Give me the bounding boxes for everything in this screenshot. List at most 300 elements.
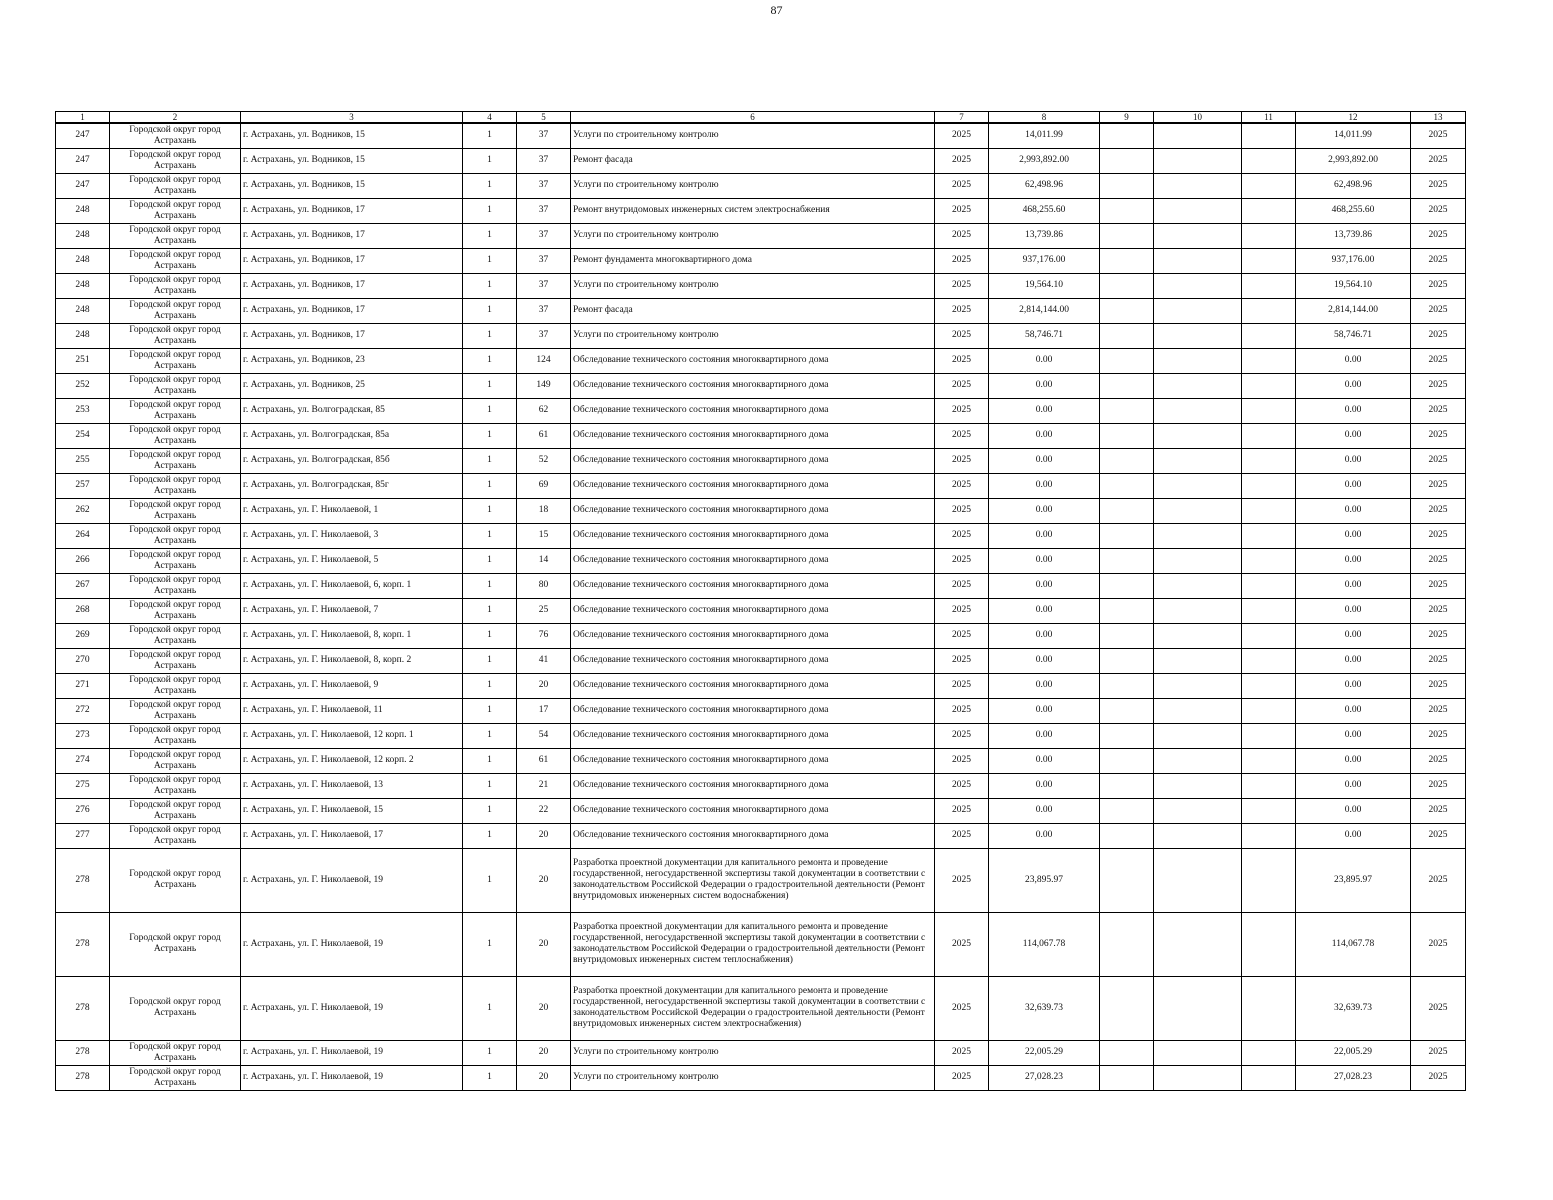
row-number-cell: 248 xyxy=(56,298,110,323)
address-cell: г. Астрахань, ул. Г. Николаевой, 13 xyxy=(241,773,463,798)
year-cell: 2025 xyxy=(935,148,989,173)
cost-cell: 0.00 xyxy=(989,623,1100,648)
column-11-cell xyxy=(1242,223,1296,248)
cost-cell: 0.00 xyxy=(989,798,1100,823)
column-9-cell xyxy=(1100,748,1154,773)
cost-cell: 0.00 xyxy=(989,748,1100,773)
table-row xyxy=(56,598,1466,623)
column-10-cell xyxy=(1154,598,1242,623)
column-12-cell: 0.00 xyxy=(1296,773,1411,798)
table-row xyxy=(56,373,1466,398)
column-13-cell: 2025 xyxy=(1411,448,1466,473)
column-12-cell: 0.00 xyxy=(1296,673,1411,698)
table-row xyxy=(56,798,1466,823)
year-cell: 2025 xyxy=(935,473,989,498)
column-10-cell xyxy=(1154,323,1242,348)
column-12-cell: 0.00 xyxy=(1296,573,1411,598)
row-number-cell: 274 xyxy=(56,748,110,773)
column-4-cell: 1 xyxy=(463,698,517,723)
cost-cell: 0.00 xyxy=(989,398,1100,423)
table-row xyxy=(56,773,1466,798)
work-type-cell: Обследование технического состояния многоквартирного дома xyxy=(571,748,935,773)
table-row xyxy=(56,473,1466,498)
year-cell: 2025 xyxy=(935,123,989,148)
address-cell: г. Астрахань, ул. Водников, 15 xyxy=(241,173,463,198)
row-number-cell: 269 xyxy=(56,623,110,648)
municipality-cell: Городской округ город Астрахань xyxy=(110,448,241,473)
column-number-row xyxy=(56,112,1466,124)
table-row xyxy=(56,298,1466,323)
column-header: 2 xyxy=(110,112,241,124)
column-10-cell xyxy=(1154,823,1242,848)
row-number-cell: 277 xyxy=(56,823,110,848)
column-5-cell: 20 xyxy=(517,1065,571,1090)
work-type-cell: Услуги по строительному контролю xyxy=(571,173,935,198)
column-12-cell: 32,639.73 xyxy=(1296,976,1411,1040)
row-number-cell: 278 xyxy=(56,912,110,976)
column-11-cell xyxy=(1242,373,1296,398)
column-header: 9 xyxy=(1100,112,1154,124)
address-cell: г. Астрахань, ул. Г. Николаевой, 8, корп. 1 xyxy=(241,623,463,648)
column-header: 13 xyxy=(1411,112,1466,124)
column-5-cell: 20 xyxy=(517,823,571,848)
column-9-cell xyxy=(1100,698,1154,723)
column-11-cell xyxy=(1242,473,1296,498)
address-cell: г. Астрахань, ул. Волгоградская, 85б xyxy=(241,448,463,473)
year-cell: 2025 xyxy=(935,773,989,798)
column-12-cell: 114,067.78 xyxy=(1296,912,1411,976)
cost-cell: 13,739.86 xyxy=(989,223,1100,248)
year-cell: 2025 xyxy=(935,912,989,976)
row-number-cell: 247 xyxy=(56,123,110,148)
table-row xyxy=(56,748,1466,773)
column-11-cell xyxy=(1242,348,1296,373)
column-9-cell xyxy=(1100,273,1154,298)
row-number-cell: 278 xyxy=(56,1040,110,1065)
column-5-cell: 14 xyxy=(517,548,571,573)
column-5-cell: 52 xyxy=(517,448,571,473)
municipality-cell: Городской округ город Астрахань xyxy=(110,373,241,398)
year-cell: 2025 xyxy=(935,448,989,473)
column-10-cell xyxy=(1154,273,1242,298)
year-cell: 2025 xyxy=(935,423,989,448)
column-11-cell xyxy=(1242,598,1296,623)
table-row xyxy=(56,348,1466,373)
work-type-cell: Обследование технического состояния многоквартирного дома xyxy=(571,448,935,473)
column-10-cell xyxy=(1154,748,1242,773)
address-cell: г. Астрахань, ул. Водников, 25 xyxy=(241,373,463,398)
table-row xyxy=(56,912,1466,976)
column-5-cell: 61 xyxy=(517,423,571,448)
column-4-cell: 1 xyxy=(463,448,517,473)
work-type-cell: Обследование технического состояния многоквартирного дома xyxy=(571,348,935,373)
year-cell: 2025 xyxy=(935,648,989,673)
column-11-cell xyxy=(1242,1040,1296,1065)
municipality-cell: Городской округ город Астрахань xyxy=(110,1065,241,1090)
column-13-cell: 2025 xyxy=(1411,623,1466,648)
column-11-cell xyxy=(1242,573,1296,598)
column-13-cell: 2025 xyxy=(1411,773,1466,798)
work-type-cell: Обследование технического состояния многоквартирного дома xyxy=(571,423,935,448)
address-cell: г. Астрахань, ул. Водников, 17 xyxy=(241,298,463,323)
work-type-cell: Обследование технического состояния многоквартирного дома xyxy=(571,573,935,598)
column-5-cell: 25 xyxy=(517,598,571,623)
cost-cell: 0.00 xyxy=(989,598,1100,623)
cost-cell: 58,746.71 xyxy=(989,323,1100,348)
column-4-cell: 1 xyxy=(463,273,517,298)
cost-cell: 0.00 xyxy=(989,348,1100,373)
municipality-cell: Городской округ город Астрахань xyxy=(110,273,241,298)
column-12-cell: 0.00 xyxy=(1296,723,1411,748)
column-4-cell: 1 xyxy=(463,473,517,498)
column-header: 10 xyxy=(1154,112,1242,124)
column-10-cell xyxy=(1154,673,1242,698)
cost-cell: 0.00 xyxy=(989,448,1100,473)
address-cell: г. Астрахань, ул. Г. Николаевой, 1 xyxy=(241,498,463,523)
cost-cell: 114,067.78 xyxy=(989,912,1100,976)
row-number-cell: 278 xyxy=(56,848,110,912)
year-cell: 2025 xyxy=(935,1065,989,1090)
column-13-cell: 2025 xyxy=(1411,298,1466,323)
column-12-cell: 2,814,144.00 xyxy=(1296,298,1411,323)
column-12-cell: 2,993,892.00 xyxy=(1296,148,1411,173)
column-13-cell: 2025 xyxy=(1411,548,1466,573)
repair-register-table xyxy=(55,111,1466,1091)
column-5-cell: 18 xyxy=(517,498,571,523)
year-cell: 2025 xyxy=(935,398,989,423)
column-11-cell xyxy=(1242,423,1296,448)
column-4-cell: 1 xyxy=(463,976,517,1040)
column-11-cell xyxy=(1242,623,1296,648)
year-cell: 2025 xyxy=(935,248,989,273)
table-row xyxy=(56,648,1466,673)
column-9-cell xyxy=(1100,173,1154,198)
work-type-cell: Обследование технического состояния многоквартирного дома xyxy=(571,548,935,573)
column-9-cell xyxy=(1100,498,1154,523)
column-9-cell xyxy=(1100,1040,1154,1065)
cost-cell: 0.00 xyxy=(989,823,1100,848)
column-header: 7 xyxy=(935,112,989,124)
municipality-cell: Городской округ город Астрахань xyxy=(110,912,241,976)
column-4-cell: 1 xyxy=(463,348,517,373)
row-number-cell: 255 xyxy=(56,448,110,473)
column-13-cell: 2025 xyxy=(1411,323,1466,348)
column-12-cell: 0.00 xyxy=(1296,823,1411,848)
municipality-cell: Городской округ город Астрахань xyxy=(110,298,241,323)
column-10-cell xyxy=(1154,648,1242,673)
cost-cell: 0.00 xyxy=(989,498,1100,523)
column-10-cell xyxy=(1154,912,1242,976)
municipality-cell: Городской округ город Астрахань xyxy=(110,248,241,273)
municipality-cell: Городской округ город Астрахань xyxy=(110,423,241,448)
work-type-cell: Услуги по строительному контролю xyxy=(571,273,935,298)
column-9-cell xyxy=(1100,148,1154,173)
address-cell: г. Астрахань, ул. Г. Николаевой, 19 xyxy=(241,912,463,976)
column-10-cell xyxy=(1154,1065,1242,1090)
column-10-cell xyxy=(1154,698,1242,723)
work-type-cell: Обследование технического состояния многоквартирного дома xyxy=(571,373,935,398)
cost-cell: 2,993,892.00 xyxy=(989,148,1100,173)
column-11-cell xyxy=(1242,1065,1296,1090)
column-11-cell xyxy=(1242,723,1296,748)
column-13-cell: 2025 xyxy=(1411,173,1466,198)
column-5-cell: 20 xyxy=(517,1040,571,1065)
table-row xyxy=(56,723,1466,748)
column-9-cell xyxy=(1100,976,1154,1040)
column-13-cell: 2025 xyxy=(1411,248,1466,273)
year-cell: 2025 xyxy=(935,673,989,698)
column-header: 12 xyxy=(1296,112,1411,124)
column-11-cell xyxy=(1242,248,1296,273)
municipality-cell: Городской округ город Астрахань xyxy=(110,323,241,348)
column-11-cell xyxy=(1242,523,1296,548)
work-type-cell: Обследование технического состояния многоквартирного дома xyxy=(571,673,935,698)
column-4-cell: 1 xyxy=(463,148,517,173)
column-9-cell xyxy=(1100,348,1154,373)
row-number-cell: 251 xyxy=(56,348,110,373)
column-13-cell: 2025 xyxy=(1411,673,1466,698)
column-13-cell: 2025 xyxy=(1411,223,1466,248)
address-cell: г. Астрахань, ул. Водников, 23 xyxy=(241,348,463,373)
municipality-cell: Городской округ город Астрахань xyxy=(110,598,241,623)
work-type-cell: Обследование технического состояния многоквартирного дома xyxy=(571,723,935,748)
municipality-cell: Городской округ город Астрахань xyxy=(110,573,241,598)
column-5-cell: 124 xyxy=(517,348,571,373)
work-type-cell: Услуги по строительному контролю xyxy=(571,223,935,248)
column-11-cell xyxy=(1242,848,1296,912)
column-4-cell: 1 xyxy=(463,248,517,273)
address-cell: г. Астрахань, ул. Г. Николаевой, 19 xyxy=(241,848,463,912)
cost-cell: 0.00 xyxy=(989,673,1100,698)
municipality-cell: Городской округ город Астрахань xyxy=(110,223,241,248)
column-9-cell xyxy=(1100,123,1154,148)
year-cell: 2025 xyxy=(935,173,989,198)
column-4-cell: 1 xyxy=(463,773,517,798)
table-row xyxy=(56,1065,1466,1090)
column-13-cell: 2025 xyxy=(1411,523,1466,548)
cost-cell: 19,564.10 xyxy=(989,273,1100,298)
column-10-cell xyxy=(1154,848,1242,912)
column-9-cell xyxy=(1100,773,1154,798)
column-12-cell: 0.00 xyxy=(1296,798,1411,823)
address-cell: г. Астрахань, ул. Г. Николаевой, 7 xyxy=(241,598,463,623)
address-cell: г. Астрахань, ул. Водников, 17 xyxy=(241,273,463,298)
municipality-cell: Городской округ город Астрахань xyxy=(110,673,241,698)
year-cell: 2025 xyxy=(935,523,989,548)
column-9-cell xyxy=(1100,223,1154,248)
municipality-cell: Городской округ город Астрахань xyxy=(110,848,241,912)
column-5-cell: 54 xyxy=(517,723,571,748)
row-number-cell: 253 xyxy=(56,398,110,423)
column-13-cell: 2025 xyxy=(1411,473,1466,498)
column-12-cell: 0.00 xyxy=(1296,698,1411,723)
column-5-cell: 37 xyxy=(517,123,571,148)
work-type-cell: Услуги по строительному контролю xyxy=(571,123,935,148)
column-9-cell xyxy=(1100,723,1154,748)
column-9-cell xyxy=(1100,198,1154,223)
column-5-cell: 20 xyxy=(517,848,571,912)
column-10-cell xyxy=(1154,723,1242,748)
cost-cell: 0.00 xyxy=(989,473,1100,498)
column-5-cell: 17 xyxy=(517,698,571,723)
column-4-cell: 1 xyxy=(463,1065,517,1090)
work-type-cell: Обследование технического состояния многоквартирного дома xyxy=(571,648,935,673)
column-5-cell: 37 xyxy=(517,223,571,248)
column-12-cell: 0.00 xyxy=(1296,548,1411,573)
column-12-cell: 0.00 xyxy=(1296,373,1411,398)
column-13-cell: 2025 xyxy=(1411,823,1466,848)
column-11-cell xyxy=(1242,748,1296,773)
column-13-cell: 2025 xyxy=(1411,723,1466,748)
table-row xyxy=(56,198,1466,223)
column-header: 11 xyxy=(1242,112,1296,124)
column-13-cell: 2025 xyxy=(1411,798,1466,823)
cost-cell: 0.00 xyxy=(989,373,1100,398)
cost-cell: 0.00 xyxy=(989,698,1100,723)
column-4-cell: 1 xyxy=(463,298,517,323)
row-number-cell: 248 xyxy=(56,273,110,298)
address-cell: г. Астрахань, ул. Водников, 17 xyxy=(241,223,463,248)
column-12-cell: 23,895.97 xyxy=(1296,848,1411,912)
year-cell: 2025 xyxy=(935,598,989,623)
municipality-cell: Городской округ город Астрахань xyxy=(110,623,241,648)
row-number-cell: 248 xyxy=(56,323,110,348)
cost-cell: 0.00 xyxy=(989,723,1100,748)
row-number-cell: 268 xyxy=(56,598,110,623)
column-4-cell: 1 xyxy=(463,173,517,198)
column-13-cell: 2025 xyxy=(1411,848,1466,912)
work-type-cell: Ремонт фасада xyxy=(571,298,935,323)
column-12-cell: 62,498.96 xyxy=(1296,173,1411,198)
column-13-cell: 2025 xyxy=(1411,398,1466,423)
column-9-cell xyxy=(1100,573,1154,598)
work-type-cell: Обследование технического состояния многоквартирного дома xyxy=(571,598,935,623)
cost-cell: 0.00 xyxy=(989,648,1100,673)
column-13-cell: 2025 xyxy=(1411,423,1466,448)
year-cell: 2025 xyxy=(935,373,989,398)
column-5-cell: 41 xyxy=(517,648,571,673)
column-10-cell xyxy=(1154,298,1242,323)
column-4-cell: 1 xyxy=(463,848,517,912)
work-type-cell: Услуги по строительному контролю xyxy=(571,1040,935,1065)
year-cell: 2025 xyxy=(935,198,989,223)
column-11-cell xyxy=(1242,912,1296,976)
table-row xyxy=(56,823,1466,848)
work-type-cell: Разработка проектной документации для капитального ремонта и проведение государственной, негосударственной экспертизы такой документации в соответствии с законодательством Российской Федерации о градостроительной деятельности (Ремонт внутридомовых инженерных систем теплоснабжения) xyxy=(571,912,935,976)
column-10-cell xyxy=(1154,798,1242,823)
table-row xyxy=(56,173,1466,198)
address-cell: г. Астрахань, ул. Г. Николаевой, 12 корп. 1 xyxy=(241,723,463,748)
table-row xyxy=(56,523,1466,548)
column-11-cell xyxy=(1242,148,1296,173)
work-type-cell: Обследование технического состояния многоквартирного дома xyxy=(571,473,935,498)
row-number-cell: 267 xyxy=(56,573,110,598)
year-cell: 2025 xyxy=(935,723,989,748)
table-row xyxy=(56,976,1466,1040)
column-4-cell: 1 xyxy=(463,423,517,448)
column-4-cell: 1 xyxy=(463,498,517,523)
column-11-cell xyxy=(1242,798,1296,823)
column-13-cell: 2025 xyxy=(1411,598,1466,623)
column-5-cell: 20 xyxy=(517,976,571,1040)
column-11-cell xyxy=(1242,123,1296,148)
column-4-cell: 1 xyxy=(463,373,517,398)
column-11-cell xyxy=(1242,773,1296,798)
year-cell: 2025 xyxy=(935,1040,989,1065)
column-9-cell xyxy=(1100,798,1154,823)
column-4-cell: 1 xyxy=(463,323,517,348)
address-cell: г. Астрахань, ул. Г. Николаевой, 12 корп. 2 xyxy=(241,748,463,773)
column-5-cell: 20 xyxy=(517,673,571,698)
column-10-cell xyxy=(1154,976,1242,1040)
table-row xyxy=(56,848,1466,912)
column-10-cell xyxy=(1154,373,1242,398)
column-12-cell: 14,011.99 xyxy=(1296,123,1411,148)
column-13-cell: 2025 xyxy=(1411,748,1466,773)
column-9-cell xyxy=(1100,548,1154,573)
address-cell: г. Астрахань, ул. Водников, 15 xyxy=(241,148,463,173)
column-5-cell: 15 xyxy=(517,523,571,548)
column-12-cell: 0.00 xyxy=(1296,748,1411,773)
table-row xyxy=(56,448,1466,473)
column-11-cell xyxy=(1242,448,1296,473)
column-5-cell: 62 xyxy=(517,398,571,423)
work-type-cell: Ремонт фундамента многоквартирного дома xyxy=(571,248,935,273)
column-12-cell: 0.00 xyxy=(1296,623,1411,648)
cost-cell: 0.00 xyxy=(989,773,1100,798)
cost-cell: 62,498.96 xyxy=(989,173,1100,198)
address-cell: г. Астрахань, ул. Г. Николаевой, 17 xyxy=(241,823,463,848)
municipality-cell: Городской округ город Астрахань xyxy=(110,698,241,723)
column-13-cell: 2025 xyxy=(1411,348,1466,373)
table-row xyxy=(56,1040,1466,1065)
column-11-cell xyxy=(1242,173,1296,198)
row-number-cell: 248 xyxy=(56,248,110,273)
column-4-cell: 1 xyxy=(463,723,517,748)
column-9-cell xyxy=(1100,248,1154,273)
column-12-cell: 19,564.10 xyxy=(1296,273,1411,298)
column-12-cell: 0.00 xyxy=(1296,498,1411,523)
row-number-cell: 278 xyxy=(56,1065,110,1090)
column-11-cell xyxy=(1242,823,1296,848)
column-12-cell: 0.00 xyxy=(1296,423,1411,448)
column-11-cell xyxy=(1242,673,1296,698)
table-row xyxy=(56,548,1466,573)
year-cell: 2025 xyxy=(935,573,989,598)
column-9-cell xyxy=(1100,1065,1154,1090)
row-number-cell: 248 xyxy=(56,223,110,248)
column-12-cell: 0.00 xyxy=(1296,648,1411,673)
column-header: 1 xyxy=(56,112,110,124)
row-number-cell: 276 xyxy=(56,798,110,823)
column-11-cell xyxy=(1242,498,1296,523)
column-9-cell xyxy=(1100,298,1154,323)
column-13-cell: 2025 xyxy=(1411,912,1466,976)
column-9-cell xyxy=(1100,423,1154,448)
address-cell: г. Астрахань, ул. Г. Николаевой, 11 xyxy=(241,698,463,723)
column-11-cell xyxy=(1242,398,1296,423)
municipality-cell: Городской округ город Астрахань xyxy=(110,798,241,823)
cost-cell: 468,255.60 xyxy=(989,198,1100,223)
year-cell: 2025 xyxy=(935,976,989,1040)
year-cell: 2025 xyxy=(935,548,989,573)
work-type-cell: Разработка проектной документации для капитального ремонта и проведение государственной, негосударственной экспертизы такой документации в соответствии с законодательством Российской Федерации о градостроительной деятельности (Ремонт внутридомовых инженерных систем электроснабжения) xyxy=(571,976,935,1040)
cost-cell: 27,028.23 xyxy=(989,1065,1100,1090)
column-5-cell: 21 xyxy=(517,773,571,798)
column-10-cell xyxy=(1154,548,1242,573)
column-13-cell: 2025 xyxy=(1411,1065,1466,1090)
table-row xyxy=(56,423,1466,448)
